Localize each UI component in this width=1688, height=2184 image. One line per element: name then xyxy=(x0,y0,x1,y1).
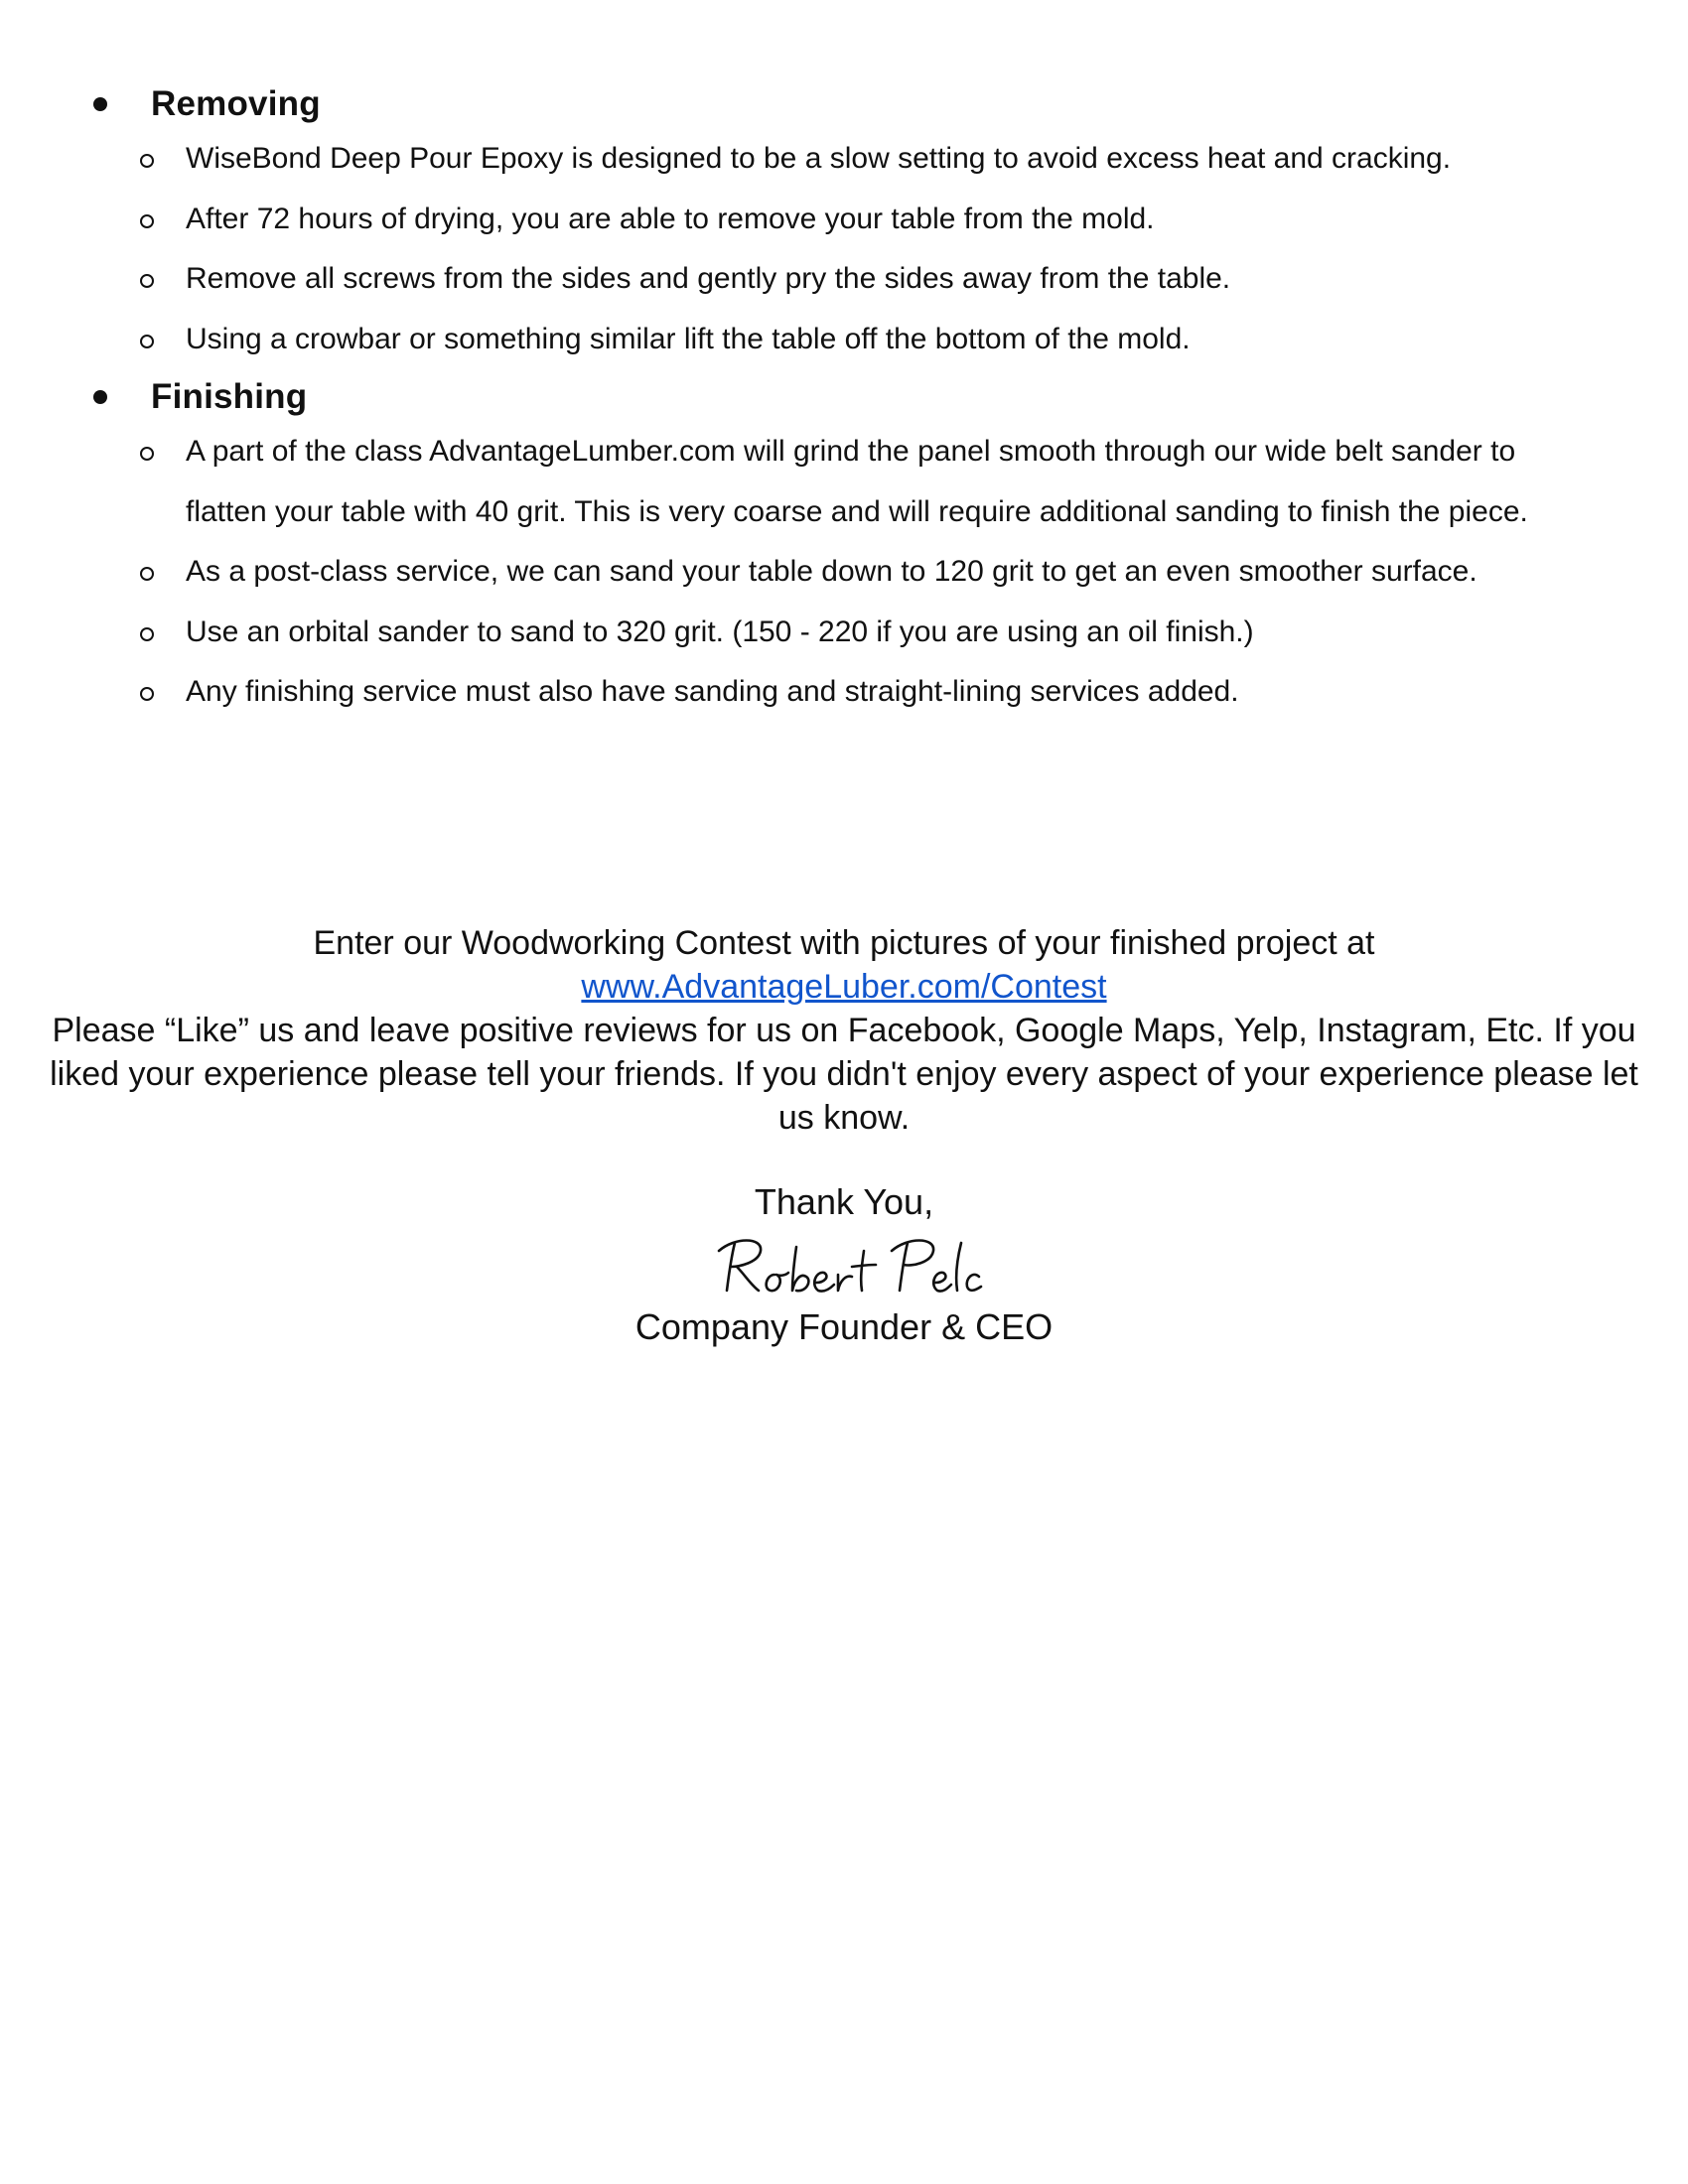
hollow-bullet-icon xyxy=(140,274,154,288)
hollow-bullet-icon xyxy=(140,154,154,168)
list-item-text: After 72 hours of drying, you are able to remove your table from the mold. xyxy=(186,202,1155,235)
contest-text: Enter our Woodworking Contest with pictures of your finished project at xyxy=(313,924,1375,962)
list-item-text: A part of the class AdvantageLumber.com will grind the panel smooth through our wide belt sander to flatten your table with 40 grit. This is very coarse and will require additional sanding to finish the piece. xyxy=(186,435,1528,528)
section-heading xyxy=(85,79,1634,129)
hollow-bullet-icon xyxy=(140,627,154,641)
list-item xyxy=(85,190,1595,250)
closing-block xyxy=(40,921,1648,1140)
list-item-text: Remove all screws from the sides and gently pry the sides away from the table. xyxy=(186,262,1231,295)
section-removing xyxy=(85,79,1634,369)
list-item xyxy=(85,603,1595,663)
list-item xyxy=(85,310,1595,370)
hollow-bullet-icon xyxy=(140,335,154,348)
hollow-bullet-icon xyxy=(140,687,154,701)
finishing-list xyxy=(85,422,1634,723)
list-item-text: WiseBond Deep Pour Epoxy is designed to be a slow setting to avoid excess heat and cracking. xyxy=(186,142,1452,175)
bullet-dot-icon xyxy=(93,97,107,111)
list-item-text: Use an orbital sander to sand to 320 grit. (150 - 220 if you are using an oil finish.) xyxy=(186,614,1254,648)
section-heading-text: Finishing xyxy=(151,377,308,416)
hollow-bullet-icon xyxy=(140,567,154,581)
list-item xyxy=(85,662,1595,723)
section-heading-text: Removing xyxy=(151,84,321,123)
list-item xyxy=(85,542,1595,603)
bullet-dot-icon xyxy=(93,390,107,404)
hollow-bullet-icon xyxy=(140,214,154,228)
section-heading xyxy=(85,372,1634,422)
removing-list xyxy=(85,129,1634,369)
list-item xyxy=(85,422,1595,542)
hollow-bullet-icon xyxy=(140,447,154,461)
signature xyxy=(0,1229,1688,1304)
thank-you-text: Thank You, xyxy=(754,1181,934,1222)
list-item-text: Using a crowbar or something similar lift the table off the bottom of the mold. xyxy=(186,322,1191,355)
list-item xyxy=(85,129,1595,190)
signer-title: Company Founder & CEO xyxy=(634,1306,1054,1347)
list-item-text: Any finishing service must also have sanding and straight-lining services added. xyxy=(186,675,1239,708)
section-finishing xyxy=(85,372,1634,723)
contest-link[interactable]: www.AdvantageLuber.com/Contest xyxy=(581,968,1107,1006)
signature-image xyxy=(705,1229,983,1304)
list-item xyxy=(85,249,1595,310)
list-item-text: As a post-class service, we can sand your table down to 120 grit to get an even smoother surface. xyxy=(186,555,1477,588)
reviews-text: Please “Like” us and leave positive reviews for us on Facebook, Google Maps, Yelp, Instagram, Etc. If you liked your experience please tell your friends. If you didn't enjoy every aspect of your experience please let us know. xyxy=(50,1012,1638,1137)
